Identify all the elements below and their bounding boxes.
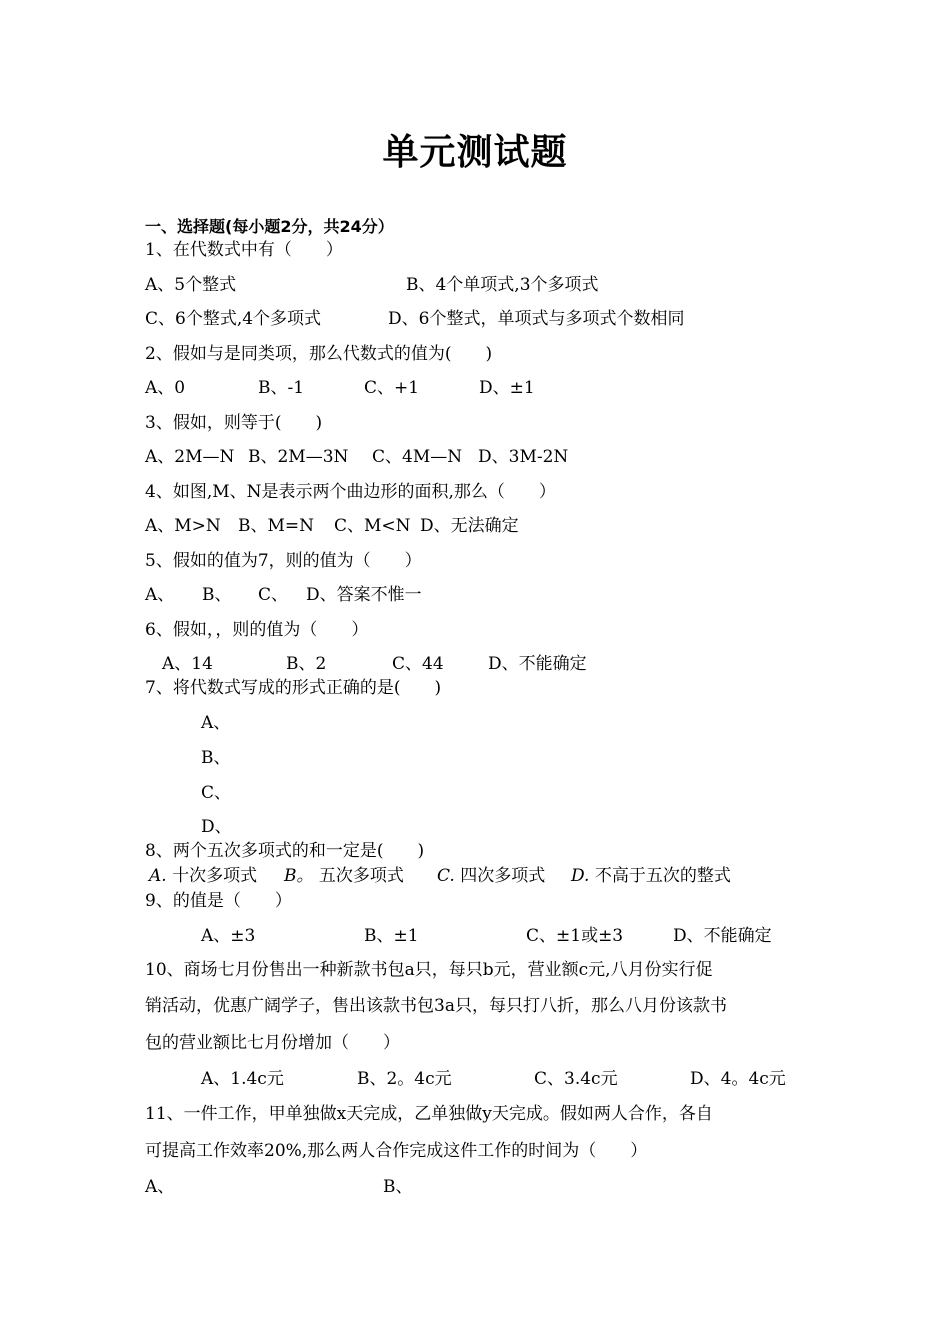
question-10-stem-line-3: 包的营业额比七月份增加（ ） [145, 1033, 400, 1053]
question-9-option-d: D、不能确定 [673, 926, 772, 946]
question-7-option-a: A、 [201, 713, 231, 733]
question-2-option-a: A、0 [145, 378, 186, 398]
question-8-option-c [437, 865, 545, 887]
question-1-option-c: C、6个整式,4个多项式 [145, 309, 322, 329]
question-8-option-d [571, 865, 731, 887]
question-11-stem-line-2: 可提高工作效率20%,那么两人合作完成这件工作的时间为（ ） [145, 1141, 648, 1161]
question-5-stem: 5、假如的值为7，则的值为（ ） [145, 551, 422, 571]
section-heading: 一、选择题(每小题2分，共24分） [145, 217, 394, 236]
question-6-stem: 6、假如，，则的值为（ ） [145, 620, 369, 640]
question-2-option-b: B、-1 [258, 378, 305, 398]
question-8-option-d-text: 不高于五次的整式 [594, 866, 731, 886]
question-1-option-d: D、6个整式，单项式与多项式个数相同 [388, 309, 685, 329]
question-5-option-c: C、 [258, 585, 289, 605]
question-6-option-d: D、不能确定 [488, 654, 587, 674]
question-7-option-b: B、 [201, 748, 231, 768]
question-5-option-d: D、答案不惟一 [306, 585, 422, 605]
question-10-option-a: A、1.4c元 [201, 1069, 284, 1089]
question-6-option-c: C、44 [392, 654, 444, 674]
question-8-option-d-letter: D. [571, 866, 590, 886]
question-3-option-c: C、4M—N [372, 447, 463, 467]
question-4-option-b: B、M=N [238, 516, 315, 536]
question-8-option-c-letter: C. [437, 866, 455, 886]
question-4-option-d: D、无法确定 [420, 516, 519, 536]
question-6-option-a: A、14 [162, 654, 213, 674]
question-8-option-c-text: 四次多项式 [460, 866, 546, 886]
page-title: 单元测试题 [382, 132, 568, 173]
question-10-option-d: D、4。4c元 [690, 1069, 786, 1089]
question-9-stem: 9、的值是（ ） [145, 891, 292, 911]
question-2-stem: 2、假如与是同类项，那么代数式的值为( ) [145, 344, 493, 364]
question-11-stem-line-1: 11、一件工作，甲单独做x天完成，乙单独做y天完成。假如两人合作，各自 [145, 1104, 713, 1124]
question-11-option-a: A、 [145, 1177, 175, 1197]
question-10-stem-line-2: 销活动，优惠广阔学子，售出该款书包3a只，每只打八折，那么八月份该款书 [145, 996, 727, 1016]
question-7-option-c: C、 [201, 783, 232, 803]
question-8-option-b-letter: B。 [284, 866, 314, 886]
question-4-option-a: A、M>N [145, 516, 221, 536]
question-8-stem: 8、两个五次多项式的和一定是( ) [145, 841, 425, 861]
question-3-option-a: A、2M—N [145, 447, 235, 467]
question-2-option-c: C、+1 [364, 378, 420, 398]
question-7-stem: 7、将代数式写成的形式正确的是( ) [145, 678, 442, 698]
question-3-option-d: D、3M-2N [478, 447, 569, 467]
question-8-option-b [284, 865, 404, 887]
question-4-option-c: C、M<N [334, 516, 411, 536]
question-9-option-c: C、±1或±3 [526, 926, 624, 946]
question-9-option-b: B、±1 [364, 926, 419, 946]
question-7-option-d: D、 [201, 817, 232, 837]
question-8-option-a-text: 十次多项式 [172, 866, 258, 886]
question-5-option-b: B、 [202, 585, 232, 605]
question-11-option-b: B、 [383, 1177, 413, 1197]
question-8-option-a-letter: A. [149, 866, 167, 886]
question-3-stem: 3、假如，则等于( ) [145, 413, 323, 433]
question-1-option-b: B、4个单项式,3个多项式 [406, 275, 599, 295]
question-1-stem: 1、在代数式中有（ ） [145, 240, 343, 260]
question-10-option-b: B、2。4c元 [357, 1069, 452, 1089]
question-3-option-b: B、2M—3N [248, 447, 349, 467]
question-8-option-b-text: 五次多项式 [318, 866, 404, 886]
question-9-option-a: A、±3 [201, 926, 256, 946]
question-4-stem: 4、如图,M、N是表示两个曲边形的面积,那么（ ） [145, 482, 556, 502]
question-5-option-a: A、 [145, 585, 175, 605]
question-10-option-c: C、3.4c元 [534, 1069, 618, 1089]
question-6-option-b: B、2 [286, 654, 327, 674]
question-1-option-a: A、5个整式 [145, 275, 237, 295]
question-10-stem-line-1: 10、商场七月份售出一种新款书包a只，每只b元，营业额c元,八月份实行促 [145, 960, 713, 980]
question-8-option-a [149, 865, 257, 887]
question-2-option-d: D、±1 [479, 378, 535, 398]
